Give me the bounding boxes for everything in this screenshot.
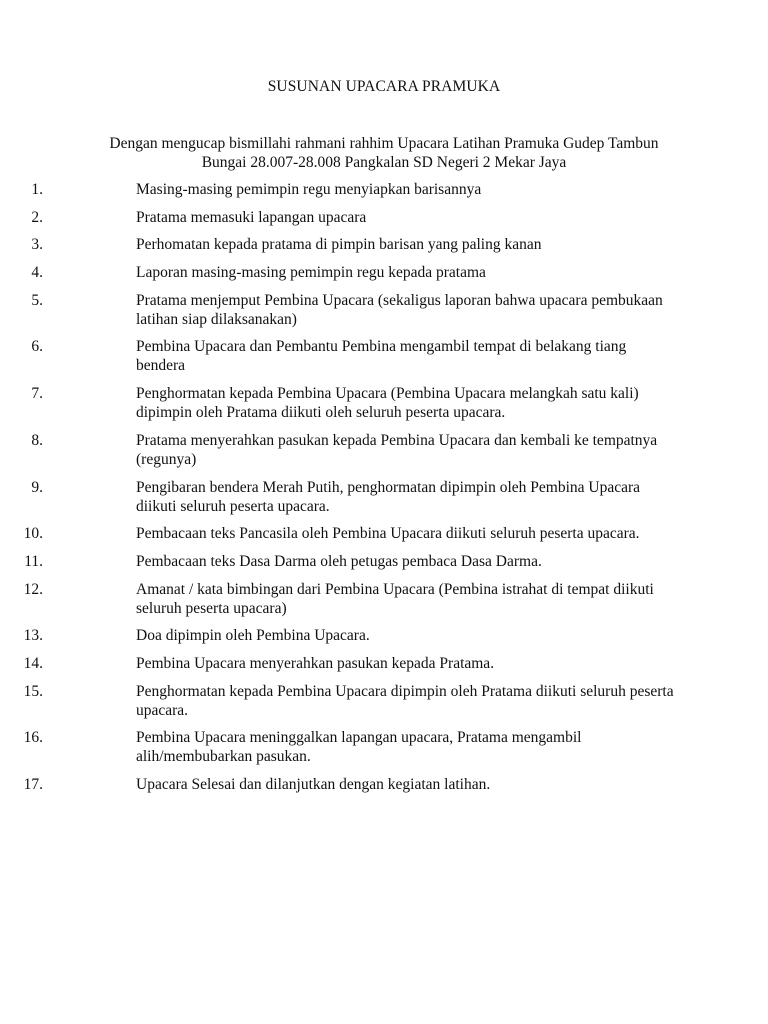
step-item xyxy=(0,384,676,422)
step-item xyxy=(0,235,676,254)
step-number: 8. xyxy=(31,431,43,449)
document-title: SUSUNAN UPACARA PRAMUKA xyxy=(267,78,501,95)
step-number: 15. xyxy=(23,682,43,700)
step-item xyxy=(0,552,676,571)
step-number: 6. xyxy=(31,338,43,356)
step-text: Pengibaran bendera Merah Putih, penghormatan dipimpin oleh Pembina Upacara diikuti seluruh peserta upacara. xyxy=(136,478,641,515)
step-text: Pratama menyerahkan pasukan kepada Pembina Upacara dan kembali ke tempatnya (regunya) xyxy=(136,431,658,468)
step-item xyxy=(0,524,676,543)
step-number: 7. xyxy=(31,385,43,403)
step-number: 10. xyxy=(23,525,43,543)
step-number: 5. xyxy=(31,291,43,309)
step-text: Pembina Upacara meninggalkan lapangan upacara, Pratama mengambil alih/membubarkan pasukan. xyxy=(136,729,582,766)
step-item xyxy=(0,208,676,227)
step-text: Amanat / kata bimbingan dari Pembina Upacara (Pembina istrahat di tempat diikuti seluruh peserta upacara) xyxy=(136,580,654,617)
step-text: Pratama menjemput Pembina Upacara (sekaligus laporan bahwa upacara pembukaan latihan siap dilaksanakan) xyxy=(136,291,663,328)
step-number: 2. xyxy=(31,208,43,226)
step-item xyxy=(0,431,676,469)
step-text: Pembina Upacara menyerahkan pasukan kepada Pratama. xyxy=(136,654,495,672)
step-text: Upacara Selesai dan dilanjutkan dengan kegiatan latihan. xyxy=(136,776,491,793)
step-item xyxy=(0,682,676,720)
step-text: Perhomatan kepada pratama di pimpin barisan yang paling kanan xyxy=(136,236,542,254)
step-text: Masing-masing pemimpin regu menyiapkan barisannya xyxy=(136,181,482,198)
step-text: Pembacaan teks Dasa Darma oleh petugas pembaca Dasa Darma. xyxy=(136,552,542,570)
step-text: Pembacaan teks Pancasila oleh Pembina Upacara diikuti seluruh peserta upacara. xyxy=(136,525,640,543)
step-item xyxy=(0,580,676,618)
step-text: Penghormatan kepada Pembina Upacara (Pembina Upacara melangkah satu kali) dipimpin oleh Pratama diikuti oleh seluruh peserta upacara. xyxy=(136,385,639,422)
step-item xyxy=(0,291,676,329)
step-text: Doa dipimpin oleh Pembina Upacara. xyxy=(136,627,370,645)
step-item xyxy=(0,263,676,282)
step-text: Penghormatan kepada Pembina Upacara dipimpin oleh Pratama diikuti seluruh peserta upacara. xyxy=(136,682,674,719)
step-number: 9. xyxy=(31,478,43,496)
step-item xyxy=(0,626,676,645)
step-text: Pratama memasuki lapangan upacara xyxy=(136,208,367,226)
step-number: 1. xyxy=(31,181,43,198)
step-number: 13. xyxy=(23,627,43,645)
step-text: Pembina Upacara dan Pembantu Pembina mengambil tempat di belakang tiang bendera xyxy=(136,338,627,375)
step-number: 11. xyxy=(24,552,43,570)
step-number: 3. xyxy=(31,236,43,254)
step-item xyxy=(0,654,676,673)
step-item xyxy=(0,728,676,766)
step-number: 12. xyxy=(23,580,43,598)
document-intro: Dengan mengucap bismillahi rahmani rahhim Upacara Latihan Pramuka Gudep Tambun Bungai 28.007-28.008 Pangkalan SD Negeri 2 Mekar Jaya xyxy=(109,135,659,171)
step-text: Laporan masing-masing pemimpin regu kepada pratama xyxy=(136,264,486,282)
step-item xyxy=(0,180,676,199)
steps-list xyxy=(0,180,768,803)
step-number: 16. xyxy=(23,729,43,747)
step-number: 17. xyxy=(23,776,43,793)
step-item xyxy=(0,337,676,375)
step-item xyxy=(0,775,676,794)
step-number: 14. xyxy=(23,654,43,672)
step-item xyxy=(0,478,676,516)
step-number: 4. xyxy=(31,264,43,282)
